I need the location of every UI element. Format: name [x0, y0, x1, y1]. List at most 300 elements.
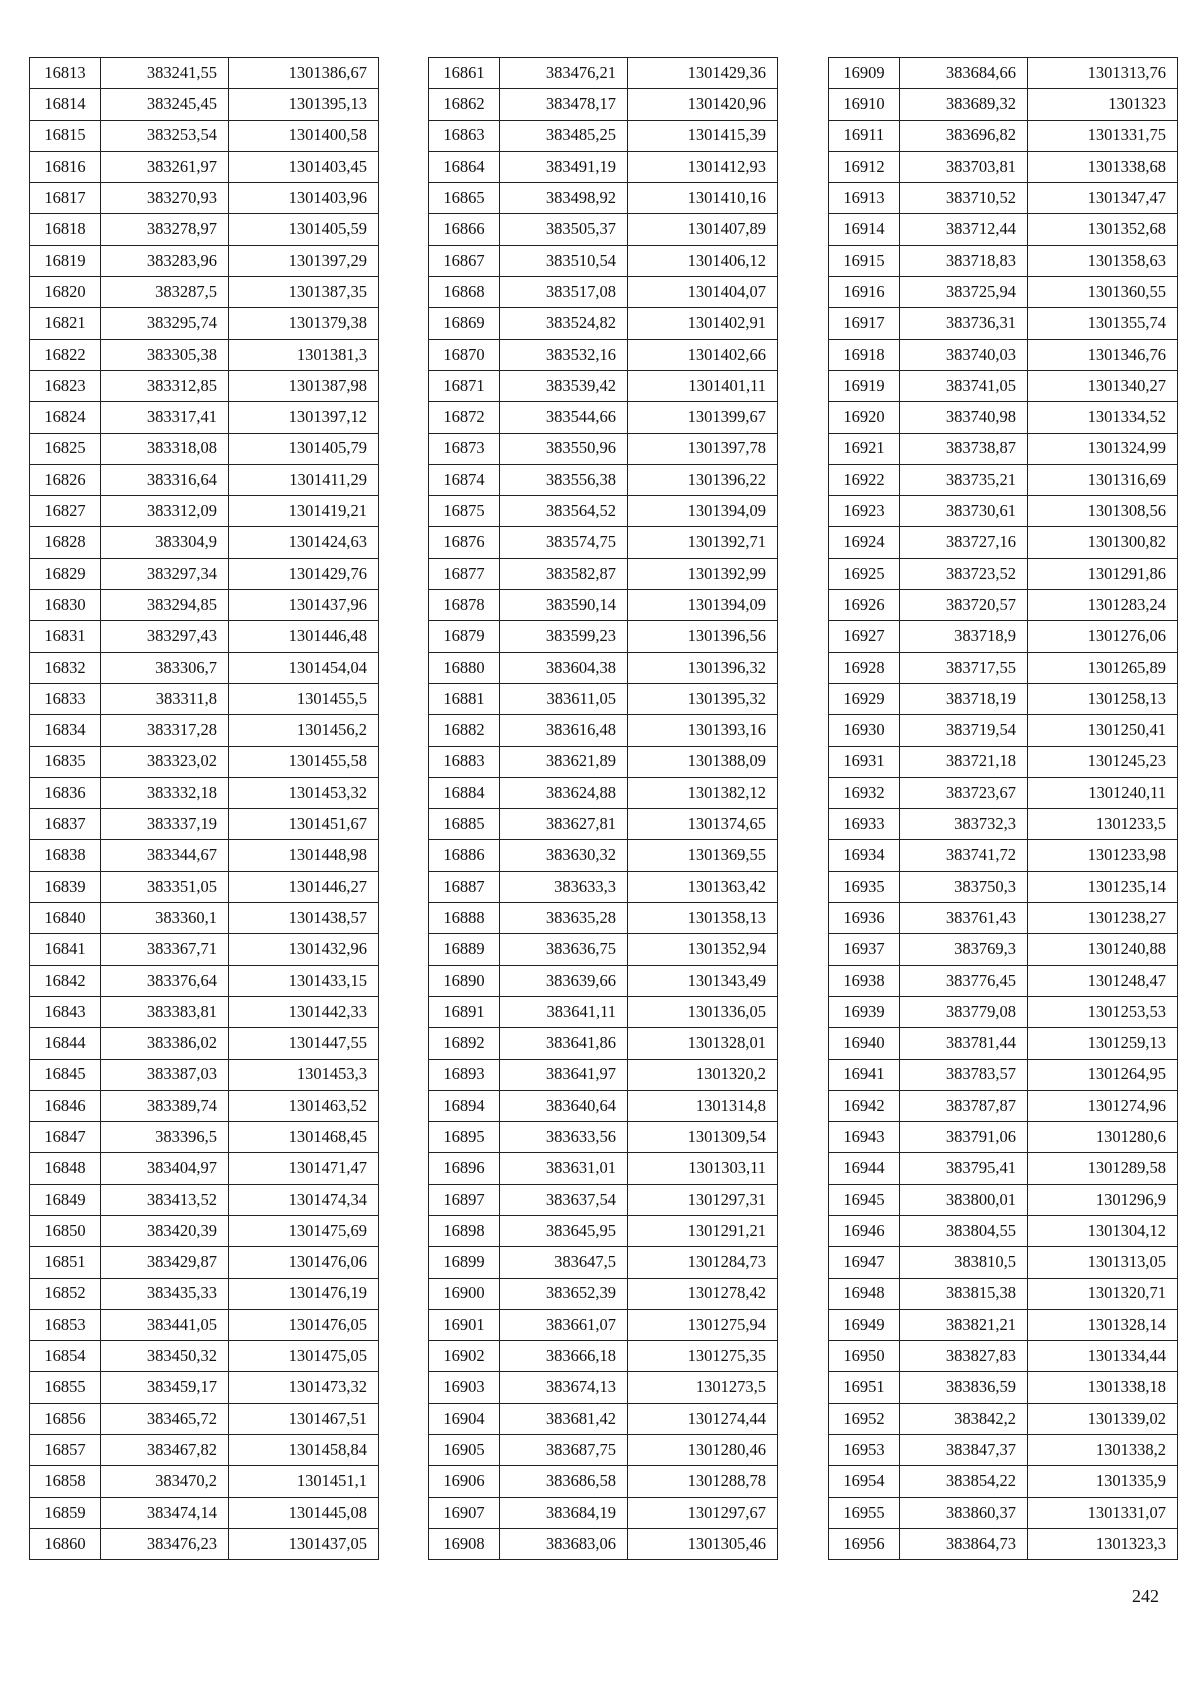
- point-id-cell: 16917: [829, 308, 900, 339]
- y-coordinate-cell: 1301473,32: [229, 1372, 379, 1403]
- x-coordinate-cell: 383732,3: [900, 809, 1028, 840]
- y-coordinate-cell: 1301280,6: [1028, 1122, 1178, 1153]
- y-coordinate-cell: 1301313,76: [1028, 58, 1178, 89]
- y-coordinate-cell: 1301433,15: [229, 965, 379, 996]
- table-row: [429, 339, 778, 370]
- x-coordinate-cell: 383429,87: [101, 1247, 229, 1278]
- point-id-cell: 16923: [829, 496, 900, 527]
- y-coordinate-cell: 1301475,05: [229, 1341, 379, 1372]
- y-coordinate-cell: 1301403,45: [229, 151, 379, 182]
- y-coordinate-cell: 1301250,41: [1028, 715, 1178, 746]
- x-coordinate-cell: 383791,06: [900, 1122, 1028, 1153]
- x-coordinate-cell: 383854,22: [900, 1466, 1028, 1497]
- point-id-cell: 16910: [829, 89, 900, 120]
- point-id-cell: 16826: [30, 464, 101, 495]
- point-id-cell: 16915: [829, 245, 900, 276]
- point-id-cell: 16922: [829, 464, 900, 495]
- x-coordinate-cell: 383740,03: [900, 339, 1028, 370]
- x-coordinate-cell: 383318,08: [101, 433, 229, 464]
- x-coordinate-cell: 383712,44: [900, 214, 1028, 245]
- point-id-cell: 16900: [429, 1278, 500, 1309]
- table-row: [429, 1153, 778, 1184]
- table-row: [30, 1059, 379, 1090]
- point-id-cell: 16943: [829, 1122, 900, 1153]
- y-coordinate-cell: 1301259,13: [1028, 1028, 1178, 1059]
- x-coordinate-cell: 383727,16: [900, 527, 1028, 558]
- point-id-cell: 16817: [30, 183, 101, 214]
- table-row: [30, 809, 379, 840]
- table-row: [30, 214, 379, 245]
- x-coordinate-cell: 383864,73: [900, 1528, 1028, 1559]
- x-coordinate-cell: 383435,33: [101, 1278, 229, 1309]
- table-row: [30, 245, 379, 276]
- y-coordinate-cell: 1301374,65: [628, 809, 778, 840]
- y-coordinate-cell: 1301453,3: [229, 1059, 379, 1090]
- y-coordinate-cell: 1301410,16: [628, 183, 778, 214]
- point-id-cell: 16916: [829, 277, 900, 308]
- y-coordinate-cell: 1301445,08: [229, 1497, 379, 1528]
- point-id-cell: 16955: [829, 1497, 900, 1528]
- table-row: [829, 496, 1178, 527]
- y-coordinate-cell: 1301392,71: [628, 527, 778, 558]
- point-id-cell: 16938: [829, 965, 900, 996]
- point-id-cell: 16924: [829, 527, 900, 558]
- point-id-cell: 16899: [429, 1247, 500, 1278]
- point-id-cell: 16881: [429, 683, 500, 714]
- y-coordinate-cell: 1301355,74: [1028, 308, 1178, 339]
- point-id-cell: 16813: [30, 58, 101, 89]
- y-coordinate-cell: 1301336,05: [628, 996, 778, 1027]
- point-id-cell: 16869: [429, 308, 500, 339]
- x-coordinate-cell: 383295,74: [101, 308, 229, 339]
- y-coordinate-cell: 1301397,29: [229, 245, 379, 276]
- x-coordinate-cell: 383476,21: [500, 58, 628, 89]
- x-coordinate-cell: 383485,25: [500, 120, 628, 151]
- x-coordinate-cell: 383465,72: [101, 1403, 229, 1434]
- x-coordinate-cell: 383476,23: [101, 1528, 229, 1559]
- y-coordinate-cell: 1301393,16: [628, 715, 778, 746]
- table-row: [30, 496, 379, 527]
- x-coordinate-cell: 383787,87: [900, 1090, 1028, 1121]
- x-coordinate-cell: 383312,85: [101, 370, 229, 401]
- y-coordinate-cell: 1301240,11: [1028, 777, 1178, 808]
- y-coordinate-cell: 1301323,3: [1028, 1528, 1178, 1559]
- point-id-cell: 16828: [30, 527, 101, 558]
- x-coordinate-cell: 383420,39: [101, 1215, 229, 1246]
- x-coordinate-cell: 383641,86: [500, 1028, 628, 1059]
- x-coordinate-cell: 383383,81: [101, 996, 229, 1027]
- x-coordinate-cell: 383641,97: [500, 1059, 628, 1090]
- x-coordinate-cell: 383305,38: [101, 339, 229, 370]
- y-coordinate-cell: 1301451,67: [229, 809, 379, 840]
- table-row: [829, 89, 1178, 120]
- table-row: [829, 1028, 1178, 1059]
- x-coordinate-cell: 383590,14: [500, 590, 628, 621]
- point-id-cell: 16875: [429, 496, 500, 527]
- x-coordinate-cell: 383815,38: [900, 1278, 1028, 1309]
- table-row: [829, 214, 1178, 245]
- x-coordinate-cell: 383387,03: [101, 1059, 229, 1090]
- table-row: [429, 621, 778, 652]
- point-id-cell: 16947: [829, 1247, 900, 1278]
- y-coordinate-cell: 1301415,39: [628, 120, 778, 151]
- point-id-cell: 16925: [829, 558, 900, 589]
- point-id-cell: 16931: [829, 746, 900, 777]
- point-id-cell: 16941: [829, 1059, 900, 1090]
- y-coordinate-cell: 1301437,05: [229, 1528, 379, 1559]
- point-id-cell: 16919: [829, 370, 900, 401]
- table-row: [429, 1059, 778, 1090]
- point-id-cell: 16936: [829, 903, 900, 934]
- table-row: [30, 621, 379, 652]
- point-id-cell: 16891: [429, 996, 500, 1027]
- x-coordinate-cell: 383517,08: [500, 277, 628, 308]
- y-coordinate-cell: 1301437,96: [229, 590, 379, 621]
- x-coordinate-cell: 383720,57: [900, 590, 1028, 621]
- point-id-cell: 16815: [30, 120, 101, 151]
- y-coordinate-cell: 1301240,88: [1028, 934, 1178, 965]
- point-id-cell: 16816: [30, 151, 101, 182]
- x-coordinate-cell: 383505,37: [500, 214, 628, 245]
- table-row: [429, 996, 778, 1027]
- table-row: [429, 1309, 778, 1340]
- table-row: [829, 683, 1178, 714]
- point-id-cell: 16954: [829, 1466, 900, 1497]
- table-row: [30, 89, 379, 120]
- table-row: [30, 683, 379, 714]
- table-row: [30, 183, 379, 214]
- y-coordinate-cell: 1301320,2: [628, 1059, 778, 1090]
- point-id-cell: 16854: [30, 1341, 101, 1372]
- x-coordinate-cell: 383735,21: [900, 464, 1028, 495]
- point-id-cell: 16831: [30, 621, 101, 652]
- y-coordinate-cell: 1301419,21: [229, 496, 379, 527]
- x-coordinate-cell: 383241,55: [101, 58, 229, 89]
- y-coordinate-cell: 1301313,05: [1028, 1247, 1178, 1278]
- y-coordinate-cell: 1301396,32: [628, 652, 778, 683]
- y-coordinate-cell: 1301402,66: [628, 339, 778, 370]
- point-id-cell: 16868: [429, 277, 500, 308]
- table-row: [829, 527, 1178, 558]
- y-coordinate-cell: 1301238,27: [1028, 903, 1178, 934]
- point-id-cell: 16882: [429, 715, 500, 746]
- point-id-cell: 16867: [429, 245, 500, 276]
- x-coordinate-cell: 383681,42: [500, 1403, 628, 1434]
- x-coordinate-cell: 383795,41: [900, 1153, 1028, 1184]
- point-id-cell: 16904: [429, 1403, 500, 1434]
- point-id-cell: 16833: [30, 683, 101, 714]
- point-id-cell: 16822: [30, 339, 101, 370]
- y-coordinate-cell: 1301401,11: [628, 370, 778, 401]
- point-id-cell: 16935: [829, 871, 900, 902]
- point-id-cell: 16950: [829, 1341, 900, 1372]
- y-coordinate-cell: 1301352,94: [628, 934, 778, 965]
- table-row: [829, 1153, 1178, 1184]
- x-coordinate-cell: 383725,94: [900, 277, 1028, 308]
- y-coordinate-cell: 1301388,09: [628, 746, 778, 777]
- table-row: [829, 1497, 1178, 1528]
- x-coordinate-cell: 383367,71: [101, 934, 229, 965]
- point-id-cell: 16848: [30, 1153, 101, 1184]
- table-row: [429, 715, 778, 746]
- x-coordinate-cell: 383312,09: [101, 496, 229, 527]
- point-id-cell: 16838: [30, 840, 101, 871]
- x-coordinate-cell: 383323,02: [101, 746, 229, 777]
- point-id-cell: 16835: [30, 746, 101, 777]
- y-coordinate-cell: 1301363,42: [628, 871, 778, 902]
- x-coordinate-cell: 383564,52: [500, 496, 628, 527]
- table-row: [30, 58, 379, 89]
- x-coordinate-cell: 383459,17: [101, 1372, 229, 1403]
- point-id-cell: 16885: [429, 809, 500, 840]
- y-coordinate-cell: 1301394,09: [628, 590, 778, 621]
- point-id-cell: 16927: [829, 621, 900, 652]
- y-coordinate-cell: 1301451,1: [229, 1466, 379, 1497]
- y-coordinate-cell: 1301276,06: [1028, 621, 1178, 652]
- y-coordinate-cell: 1301343,49: [628, 965, 778, 996]
- x-coordinate-cell: 383624,88: [500, 777, 628, 808]
- table-row: [829, 151, 1178, 182]
- table-row: [30, 1528, 379, 1559]
- y-coordinate-cell: 1301346,76: [1028, 339, 1178, 370]
- point-id-cell: 16903: [429, 1372, 500, 1403]
- y-coordinate-cell: 1301453,32: [229, 777, 379, 808]
- point-id-cell: 16821: [30, 308, 101, 339]
- x-coordinate-cell: 383847,37: [900, 1435, 1028, 1466]
- point-id-cell: 16930: [829, 715, 900, 746]
- y-coordinate-cell: 1301331,75: [1028, 120, 1178, 151]
- y-coordinate-cell: 1301303,11: [628, 1153, 778, 1184]
- y-coordinate-cell: 1301334,44: [1028, 1341, 1178, 1372]
- y-coordinate-cell: 1301406,12: [628, 245, 778, 276]
- point-id-cell: 16849: [30, 1184, 101, 1215]
- point-id-cell: 16909: [829, 58, 900, 89]
- x-coordinate-cell: 383574,75: [500, 527, 628, 558]
- point-id-cell: 16937: [829, 934, 900, 965]
- x-coordinate-cell: 383621,89: [500, 746, 628, 777]
- table-row: [429, 183, 778, 214]
- table-row: [429, 809, 778, 840]
- table-row: [429, 402, 778, 433]
- y-coordinate-cell: 1301381,3: [229, 339, 379, 370]
- table-row: [429, 58, 778, 89]
- y-coordinate-cell: 1301396,56: [628, 621, 778, 652]
- table-row: [30, 1247, 379, 1278]
- point-id-cell: 16827: [30, 496, 101, 527]
- y-coordinate-cell: 1301233,5: [1028, 809, 1178, 840]
- x-coordinate-cell: 383761,43: [900, 903, 1028, 934]
- point-id-cell: 16825: [30, 433, 101, 464]
- y-coordinate-cell: 1301283,24: [1028, 590, 1178, 621]
- table-row: [429, 1028, 778, 1059]
- table-row: [429, 1528, 778, 1559]
- x-coordinate-cell: 383450,32: [101, 1341, 229, 1372]
- table-row: [30, 370, 379, 401]
- x-coordinate-cell: 383467,82: [101, 1435, 229, 1466]
- table-row: [829, 308, 1178, 339]
- y-coordinate-cell: 1301324,99: [1028, 433, 1178, 464]
- x-coordinate-cell: 383261,97: [101, 151, 229, 182]
- table-row: [829, 996, 1178, 1027]
- x-coordinate-cell: 383306,7: [101, 652, 229, 683]
- table-row: [429, 683, 778, 714]
- x-coordinate-cell: 383245,45: [101, 89, 229, 120]
- y-coordinate-cell: 1301382,12: [628, 777, 778, 808]
- table-row: [30, 1278, 379, 1309]
- point-id-cell: 16874: [429, 464, 500, 495]
- point-id-cell: 16894: [429, 1090, 500, 1121]
- point-id-cell: 16944: [829, 1153, 900, 1184]
- table-row: [429, 120, 778, 151]
- table-row: [829, 1341, 1178, 1372]
- point-id-cell: 16880: [429, 652, 500, 683]
- y-coordinate-cell: 1301463,52: [229, 1090, 379, 1121]
- x-coordinate-cell: 383544,66: [500, 402, 628, 433]
- point-id-cell: 16893: [429, 1059, 500, 1090]
- point-id-cell: 16841: [30, 934, 101, 965]
- y-coordinate-cell: 1301280,46: [628, 1435, 778, 1466]
- x-coordinate-cell: 383647,5: [500, 1247, 628, 1278]
- table-row: [829, 840, 1178, 871]
- x-coordinate-cell: 383842,2: [900, 1403, 1028, 1434]
- y-coordinate-cell: 1301475,69: [229, 1215, 379, 1246]
- x-coordinate-cell: 383270,93: [101, 183, 229, 214]
- table-row: [829, 621, 1178, 652]
- y-coordinate-cell: 1301291,21: [628, 1215, 778, 1246]
- y-coordinate-cell: 1301412,93: [628, 151, 778, 182]
- table-row: [829, 652, 1178, 683]
- y-coordinate-cell: 1301399,67: [628, 402, 778, 433]
- x-coordinate-cell: 383800,01: [900, 1184, 1028, 1215]
- y-coordinate-cell: 1301274,96: [1028, 1090, 1178, 1121]
- x-coordinate-cell: 383599,23: [500, 621, 628, 652]
- table-row: [30, 1372, 379, 1403]
- point-id-cell: 16859: [30, 1497, 101, 1528]
- table-row: [30, 464, 379, 495]
- point-id-cell: 16876: [429, 527, 500, 558]
- point-id-cell: 16949: [829, 1309, 900, 1340]
- x-coordinate-cell: 383278,97: [101, 214, 229, 245]
- x-coordinate-cell: 383717,55: [900, 652, 1028, 683]
- y-coordinate-cell: 1301429,36: [628, 58, 778, 89]
- y-coordinate-cell: 1301338,18: [1028, 1372, 1178, 1403]
- table-row: [429, 840, 778, 871]
- coordinate-table-2: [428, 57, 778, 1560]
- y-coordinate-cell: 1301316,69: [1028, 464, 1178, 495]
- point-id-cell: 16837: [30, 809, 101, 840]
- x-coordinate-cell: 383351,05: [101, 871, 229, 902]
- table-row: [829, 1247, 1178, 1278]
- y-coordinate-cell: 1301338,68: [1028, 151, 1178, 182]
- x-coordinate-cell: 383689,32: [900, 89, 1028, 120]
- x-coordinate-cell: 383776,45: [900, 965, 1028, 996]
- x-coordinate-cell: 383297,43: [101, 621, 229, 652]
- y-coordinate-cell: 1301233,98: [1028, 840, 1178, 871]
- table-row: [429, 1435, 778, 1466]
- x-coordinate-cell: 383804,55: [900, 1215, 1028, 1246]
- y-coordinate-cell: 1301248,47: [1028, 965, 1178, 996]
- point-id-cell: 16929: [829, 683, 900, 714]
- point-id-cell: 16896: [429, 1153, 500, 1184]
- table-row: [30, 308, 379, 339]
- x-coordinate-cell: 383718,83: [900, 245, 1028, 276]
- table-row: [429, 590, 778, 621]
- table-row: [30, 1215, 379, 1246]
- table-row: [829, 464, 1178, 495]
- x-coordinate-cell: 383661,07: [500, 1309, 628, 1340]
- x-coordinate-cell: 383582,87: [500, 558, 628, 589]
- x-coordinate-cell: 383510,54: [500, 245, 628, 276]
- y-coordinate-cell: 1301400,58: [229, 120, 379, 151]
- y-coordinate-cell: 1301338,2: [1028, 1435, 1178, 1466]
- x-coordinate-cell: 383470,2: [101, 1466, 229, 1497]
- point-id-cell: 16878: [429, 590, 500, 621]
- x-coordinate-cell: 383779,08: [900, 996, 1028, 1027]
- table-row: [829, 1466, 1178, 1497]
- x-coordinate-cell: 383710,52: [900, 183, 1028, 214]
- y-coordinate-cell: 1301275,35: [628, 1341, 778, 1372]
- point-id-cell: 16951: [829, 1372, 900, 1403]
- point-id-cell: 16883: [429, 746, 500, 777]
- table-row: [429, 1372, 778, 1403]
- table-row: [829, 809, 1178, 840]
- table-row: [829, 58, 1178, 89]
- y-coordinate-cell: 1301358,63: [1028, 245, 1178, 276]
- x-coordinate-cell: 383810,5: [900, 1247, 1028, 1278]
- table-row: [30, 120, 379, 151]
- point-id-cell: 16852: [30, 1278, 101, 1309]
- table-row: [429, 433, 778, 464]
- table-row: [829, 433, 1178, 464]
- y-coordinate-cell: 1301305,46: [628, 1528, 778, 1559]
- point-id-cell: 16948: [829, 1278, 900, 1309]
- x-coordinate-cell: 383639,66: [500, 965, 628, 996]
- table-row: [829, 715, 1178, 746]
- point-id-cell: 16914: [829, 214, 900, 245]
- x-coordinate-cell: 383297,34: [101, 558, 229, 589]
- point-id-cell: 16898: [429, 1215, 500, 1246]
- y-coordinate-cell: 1301405,59: [229, 214, 379, 245]
- y-coordinate-cell: 1301454,04: [229, 652, 379, 683]
- x-coordinate-cell: 383640,64: [500, 1090, 628, 1121]
- point-id-cell: 16832: [30, 652, 101, 683]
- table-row: [829, 1059, 1178, 1090]
- x-coordinate-cell: 383616,48: [500, 715, 628, 746]
- point-id-cell: 16902: [429, 1341, 500, 1372]
- y-coordinate-cell: 1301396,22: [628, 464, 778, 495]
- x-coordinate-cell: 383741,05: [900, 370, 1028, 401]
- table-row: [429, 1403, 778, 1434]
- x-coordinate-cell: 383721,18: [900, 746, 1028, 777]
- y-coordinate-cell: 1301397,78: [628, 433, 778, 464]
- table-row: [429, 464, 778, 495]
- point-id-cell: 16953: [829, 1435, 900, 1466]
- table-row: [829, 1090, 1178, 1121]
- table-row: [829, 370, 1178, 401]
- point-id-cell: 16942: [829, 1090, 900, 1121]
- x-coordinate-cell: 383332,18: [101, 777, 229, 808]
- x-coordinate-cell: 383344,67: [101, 840, 229, 871]
- point-id-cell: 16843: [30, 996, 101, 1027]
- y-coordinate-cell: 1301476,05: [229, 1309, 379, 1340]
- point-id-cell: 16887: [429, 871, 500, 902]
- point-id-cell: 16886: [429, 840, 500, 871]
- x-coordinate-cell: 383636,75: [500, 934, 628, 965]
- table-row: [429, 1184, 778, 1215]
- table-row: [429, 1278, 778, 1309]
- y-coordinate-cell: 1301455,58: [229, 746, 379, 777]
- y-coordinate-cell: 1301395,32: [628, 683, 778, 714]
